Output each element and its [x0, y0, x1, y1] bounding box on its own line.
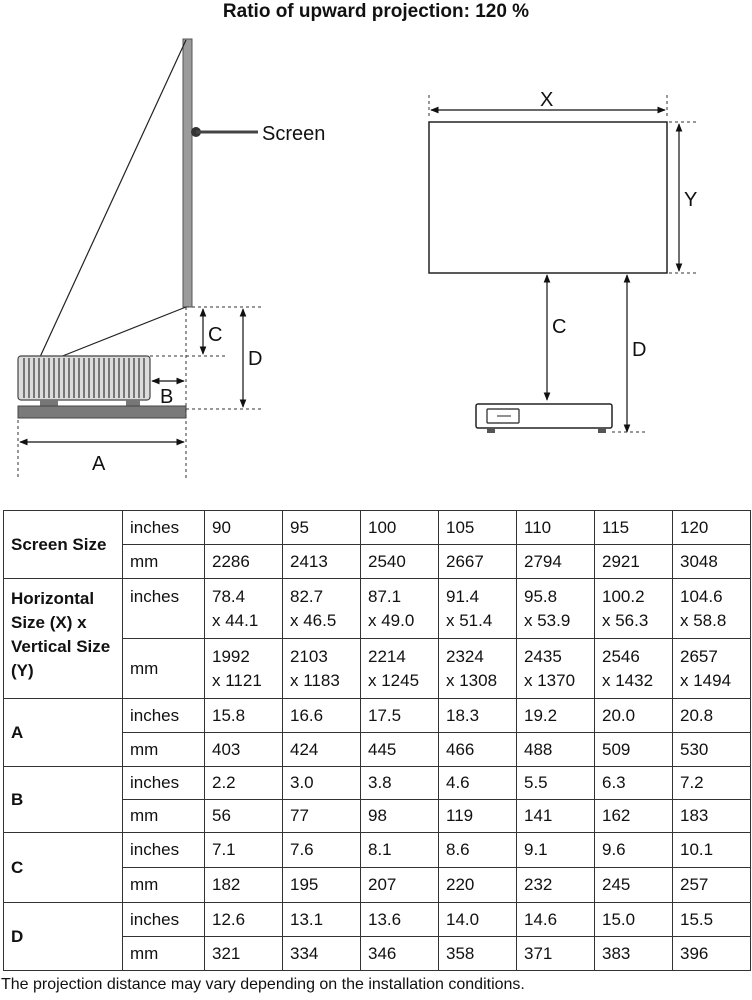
value-cell: 207 [361, 868, 439, 903]
footnote: The projection distance may vary depending on the installation conditions. [1, 976, 525, 993]
value-cell: 8.1 [361, 833, 439, 868]
value-cell: 358 [439, 937, 517, 971]
value-cell: 100.2 x 56.3 [595, 579, 673, 639]
row-group-header: C [4, 833, 123, 903]
value-cell: 2.2 [205, 767, 283, 800]
value-cell: 321 [205, 937, 283, 971]
label-d: D [248, 348, 263, 370]
row-group-header: A [4, 699, 123, 767]
label-a: A [92, 453, 106, 475]
table-row [4, 511, 751, 545]
row-group-header: Horizontal Size (X) x Vertical Size (Y) [4, 579, 123, 699]
value-cell: 8.6 [439, 833, 517, 868]
value-cell: 10.1 [673, 833, 751, 868]
unit-cell: mm [123, 800, 205, 833]
label-d-front: D [632, 339, 647, 361]
value-cell: 7.6 [283, 833, 361, 868]
value-cell: 220 [439, 868, 517, 903]
value-cell: 3048 [673, 545, 751, 579]
value-cell: 82.7 x 46.5 [283, 579, 361, 639]
value-cell: 13.1 [283, 903, 361, 937]
value-cell: 91.4 x 51.4 [439, 579, 517, 639]
value-cell: 19.2 [517, 699, 595, 733]
value-cell: 95.8 x 53.9 [517, 579, 595, 639]
screen-front [429, 122, 667, 273]
unit-cell: inches [123, 579, 205, 639]
value-cell: 245 [595, 868, 673, 903]
value-cell: 141 [517, 800, 595, 833]
projection-spec-table [3, 510, 751, 971]
value-cell: 2657 x 1494 [673, 639, 751, 699]
value-cell: 509 [595, 733, 673, 767]
unit-cell: inches [123, 767, 205, 800]
value-cell: 17.5 [361, 699, 439, 733]
value-cell: 2667 [439, 545, 517, 579]
value-cell: 18.3 [439, 699, 517, 733]
unit-cell: inches [123, 903, 205, 937]
projector-side-icon [18, 356, 150, 406]
value-cell: 2286 [205, 545, 283, 579]
value-cell: 14.6 [517, 903, 595, 937]
value-cell: 232 [517, 868, 595, 903]
value-cell: 6.3 [595, 767, 673, 800]
table-row [4, 767, 751, 800]
row-group-header: D [4, 903, 123, 971]
value-cell: 9.1 [517, 833, 595, 868]
front-view [429, 89, 698, 433]
value-cell: 2413 [283, 545, 361, 579]
label-b: B [160, 386, 174, 408]
value-cell: 195 [283, 868, 361, 903]
label-y: Y [684, 189, 698, 211]
row-group-header: B [4, 767, 123, 833]
table-row [4, 833, 751, 868]
value-cell: 424 [283, 733, 361, 767]
label-c-front: C [552, 316, 567, 338]
value-cell: 3.0 [283, 767, 361, 800]
value-cell: 383 [595, 937, 673, 971]
value-cell: 2921 [595, 545, 673, 579]
value-cell: 488 [517, 733, 595, 767]
value-cell: 257 [673, 868, 751, 903]
value-cell: 13.6 [361, 903, 439, 937]
value-cell: 9.6 [595, 833, 673, 868]
value-cell: 2324 x 1308 [439, 639, 517, 699]
value-cell: 20.8 [673, 699, 751, 733]
value-cell: 115 [595, 511, 673, 545]
side-view [18, 39, 325, 478]
value-cell: 98 [361, 800, 439, 833]
unit-cell: mm [123, 545, 205, 579]
value-cell: 110 [517, 511, 595, 545]
value-cell: 3.8 [361, 767, 439, 800]
value-cell: 12.6 [205, 903, 283, 937]
label-x: X [540, 89, 554, 111]
value-cell: 182 [205, 868, 283, 903]
value-cell: 371 [517, 937, 595, 971]
unit-cell: inches [123, 833, 205, 868]
value-cell: 56 [205, 800, 283, 833]
unit-cell: inches [123, 511, 205, 545]
unit-cell: mm [123, 639, 205, 699]
value-cell: 90 [205, 511, 283, 545]
value-cell: 403 [205, 733, 283, 767]
page-title: Ratio of upward projection: 120 % [222, 1, 530, 22]
value-cell: 2103 x 1183 [283, 639, 361, 699]
value-cell: 20.0 [595, 699, 673, 733]
value-cell: 445 [361, 733, 439, 767]
value-cell: 120 [673, 511, 751, 545]
value-cell: 104.6 x 58.8 [673, 579, 751, 639]
label-c: C [208, 324, 223, 346]
unit-cell: inches [123, 699, 205, 733]
value-cell: 77 [283, 800, 361, 833]
value-cell: 346 [361, 937, 439, 971]
value-cell: 15.0 [595, 903, 673, 937]
screen-label: Screen [262, 123, 326, 145]
value-cell: 334 [283, 937, 361, 971]
value-cell: 119 [439, 800, 517, 833]
value-cell: 100 [361, 511, 439, 545]
value-cell: 183 [673, 800, 751, 833]
value-cell: 14.0 [439, 903, 517, 937]
value-cell: 15.5 [673, 903, 751, 937]
unit-cell: mm [123, 868, 205, 903]
value-cell: 162 [595, 800, 673, 833]
value-cell: 4.6 [439, 767, 517, 800]
value-cell: 87.1 x 49.0 [361, 579, 439, 639]
row-group-header: Screen Size [4, 511, 123, 579]
unit-cell: mm [123, 937, 205, 971]
projector-front-icon [476, 404, 612, 433]
table-row [4, 699, 751, 733]
value-cell: 7.1 [205, 833, 283, 868]
table-row [4, 903, 751, 937]
unit-cell: mm [123, 733, 205, 767]
value-cell: 105 [439, 511, 517, 545]
value-cell: 2546 x 1432 [595, 639, 673, 699]
value-cell: 396 [673, 937, 751, 971]
value-cell: 1992 x 1121 [205, 639, 283, 699]
value-cell: 530 [673, 733, 751, 767]
value-cell: 2794 [517, 545, 595, 579]
value-cell: 95 [283, 511, 361, 545]
value-cell: 16.6 [283, 699, 361, 733]
value-cell: 78.4 x 44.1 [205, 579, 283, 639]
screen-panel [183, 39, 192, 307]
table-row [4, 579, 751, 639]
value-cell: 15.8 [205, 699, 283, 733]
value-cell: 5.5 [517, 767, 595, 800]
value-cell: 2540 [361, 545, 439, 579]
value-cell: 7.2 [673, 767, 751, 800]
value-cell: 2214 x 1245 [361, 639, 439, 699]
value-cell: 2435 x 1370 [517, 639, 595, 699]
value-cell: 466 [439, 733, 517, 767]
